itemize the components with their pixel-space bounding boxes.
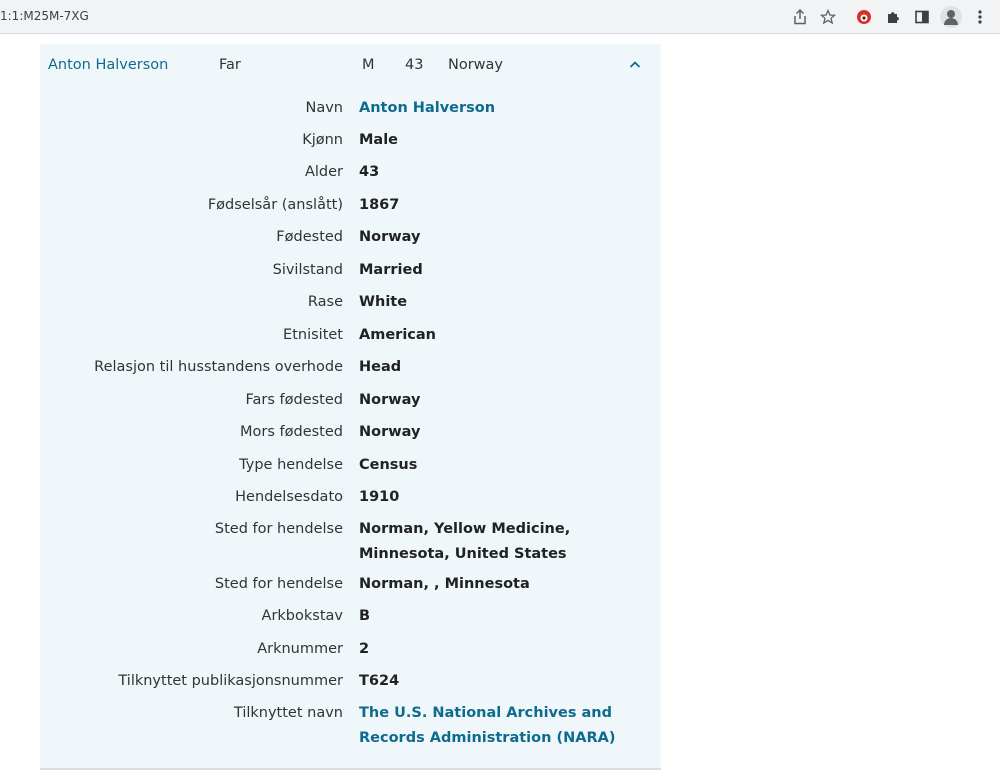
sex: M [362, 57, 375, 73]
detail-label: Sivilstand [272, 262, 343, 278]
detail-value: White [359, 294, 408, 310]
detail-value: Census [359, 457, 418, 473]
browser-toolbar [0, 0, 1000, 34]
detail-value: Norway [359, 229, 421, 245]
detail-value: B [359, 608, 371, 624]
relationship: Far [219, 57, 241, 73]
age: 43 [405, 57, 424, 73]
detail-label: Hendelsesdato [235, 489, 343, 505]
person-record-panel [40, 44, 661, 770]
person-summary-row[interactable] [40, 44, 661, 88]
detail-label: Etnisitet [283, 327, 343, 343]
extension-red-icon[interactable] [854, 7, 874, 27]
detail-value: 2 [359, 641, 370, 657]
detail-label: Fars fødested [245, 392, 343, 408]
person-name-link[interactable]: Anton Halverson [48, 57, 169, 73]
bookmark-star-icon[interactable] [818, 7, 838, 27]
address-bar-url[interactable]: 1:1:M25M-7XG [0, 9, 89, 23]
detail-label: Tilknyttet publikasjonsnummer [118, 673, 343, 689]
share-icon[interactable] [790, 7, 810, 27]
detail-label: Arkbokstav [261, 608, 343, 624]
detail-value-line[interactable]: The U.S. National Archives and [359, 705, 612, 721]
detail-label: Alder [304, 164, 343, 180]
kebab-menu-icon[interactable] [970, 7, 990, 27]
puzzle-extensions-icon[interactable] [883, 7, 903, 27]
detail-value: Norway [359, 392, 421, 408]
detail-label: Mors fødested [240, 424, 343, 440]
birthplace: Norway [448, 57, 504, 73]
detail-label: Navn [305, 100, 343, 116]
detail-label: Sted for hendelse [214, 576, 343, 592]
detail-label: Relasjon til husstandens overhode [94, 359, 343, 375]
detail-value-line: Norman, Yellow Medicine, [359, 521, 571, 537]
detail-label: Kjønn [302, 132, 343, 148]
detail-value: Norman, , Minnesota [359, 576, 530, 592]
detail-value: Married [359, 262, 423, 278]
detail-value-link[interactable] [359, 701, 649, 751]
side-panel-icon[interactable] [912, 7, 932, 27]
detail-label: Type hendelse [239, 457, 343, 473]
detail-value: 1867 [359, 197, 400, 213]
detail-label: Rase [307, 294, 343, 310]
detail-value [359, 517, 649, 567]
profile-avatar-icon[interactable] [940, 6, 962, 28]
detail-value: Head [359, 359, 402, 375]
detail-value: Male [359, 132, 399, 148]
detail-value: American [359, 327, 436, 343]
detail-label: Fødested [276, 229, 343, 245]
detail-value: T624 [359, 673, 400, 689]
detail-value: Norway [359, 424, 421, 440]
detail-label: Fødselsår (anslått) [207, 197, 343, 213]
detail-label: Sted for hendelse [214, 521, 343, 537]
detail-value-link[interactable]: Anton Halverson [359, 100, 496, 116]
detail-value-line: Minnesota, United States [359, 546, 567, 562]
chevron-up-icon[interactable] [625, 55, 645, 75]
detail-value: 1910 [359, 489, 400, 505]
detail-label: Tilknyttet navn [233, 705, 343, 721]
detail-value-line[interactable]: Records Administration (NARA) [359, 730, 616, 746]
detail-label: Arknummer [257, 641, 343, 657]
detail-value: 43 [359, 164, 380, 180]
